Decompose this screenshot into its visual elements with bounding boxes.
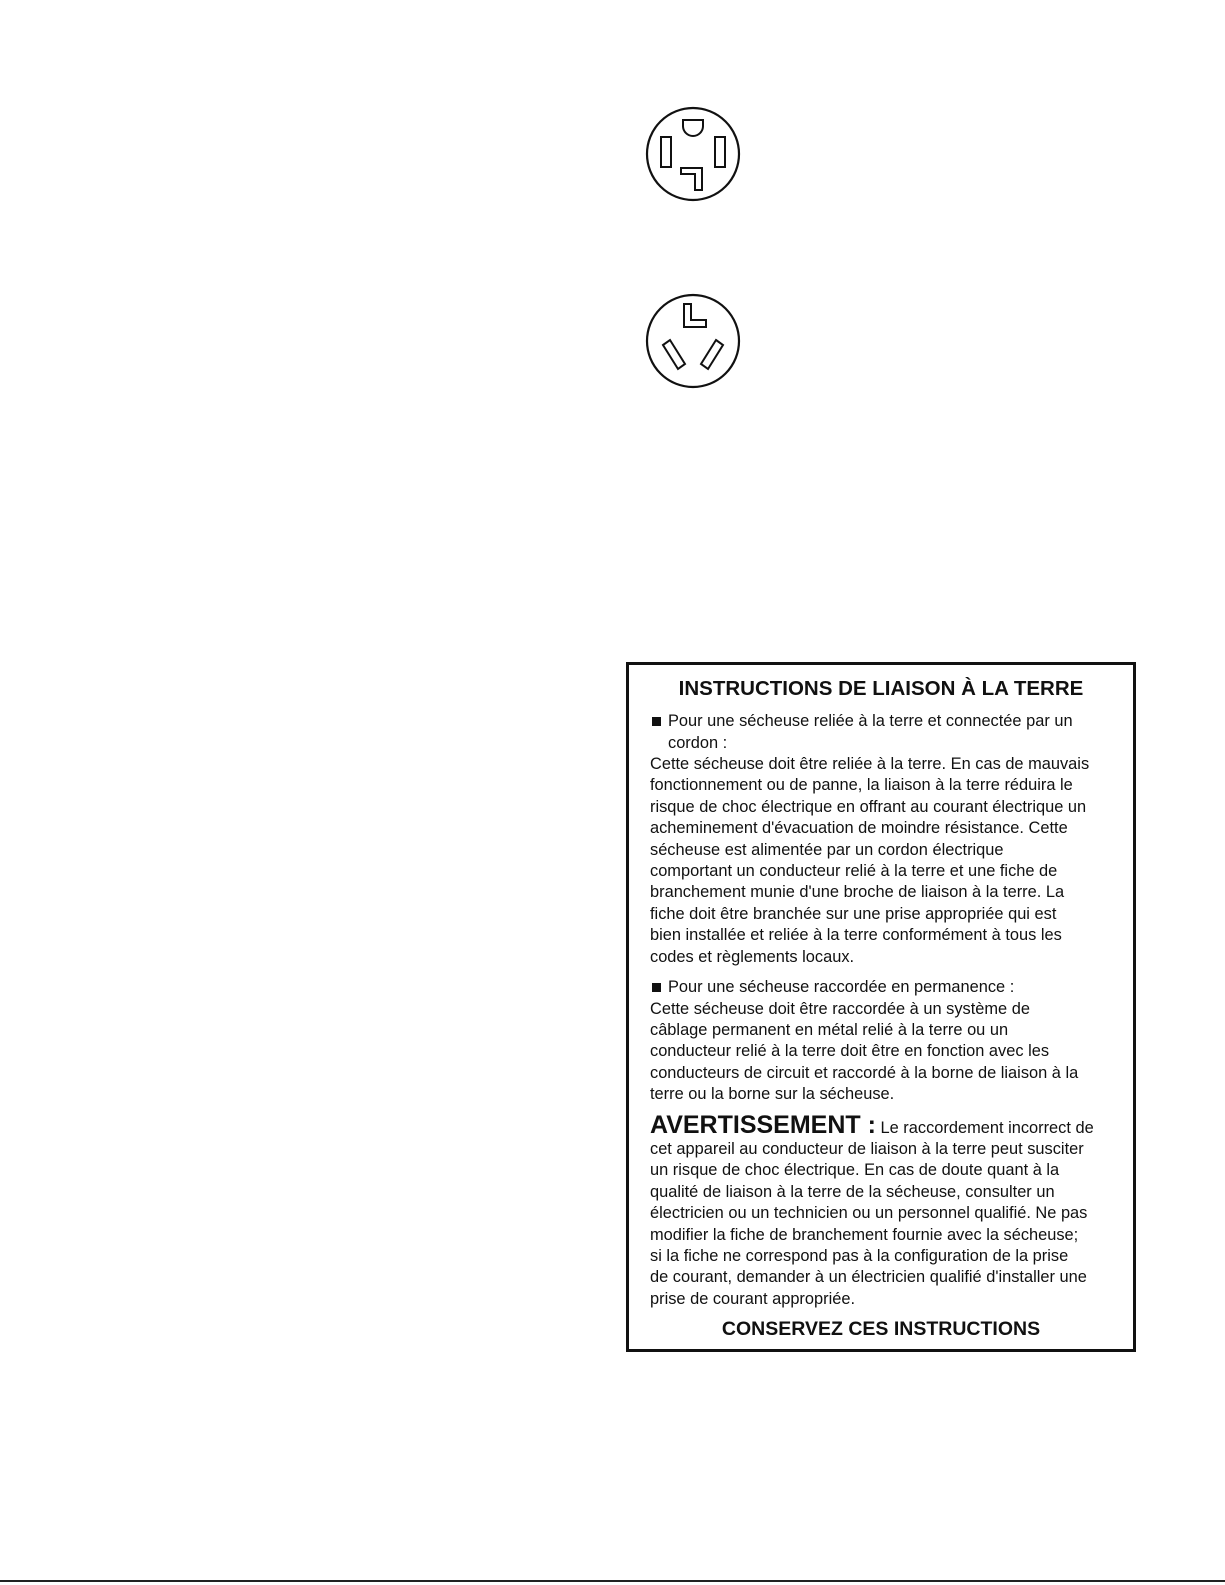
section2-heading-text: Pour une sécheuse raccordée en permanence :: [668, 978, 1015, 997]
warning-label: AVERTISSEMENT :: [650, 1110, 876, 1139]
warning-line: un risque de choc électrique. En cas de doute quant à la: [650, 1161, 1060, 1180]
page-bottom-rule: [0, 1580, 1225, 1582]
section2-heading: [650, 977, 1133, 999]
section1-line: codes et règlements locaux.: [650, 947, 855, 966]
section1-line: fiche doit être branchée sur une prise appropriée qui est: [650, 904, 1057, 923]
section1-line: branchement munie d'une broche de liaison à la terre. La: [650, 883, 1065, 902]
warning-paragraph: [650, 1112, 1133, 1311]
section1-heading-line2: cordon :: [668, 733, 728, 752]
section1-line: acheminement d'évacuation de moindre résistance. Cette: [650, 819, 1068, 838]
section1-heading: [650, 711, 1133, 754]
section1-line: comportant un conducteur relié à la terre et une fiche de: [650, 862, 1058, 881]
section1-line: risque de choc électrique en offrant au courant électrique un: [650, 797, 1087, 816]
3-wire-outlet-icon: [645, 293, 741, 389]
box-title: INSTRUCTIONS DE LIAISON À LA TERRE: [678, 677, 1084, 700]
warning-first-line: [650, 1112, 1133, 1139]
section2-line: terre ou la borne sur la sécheuse.: [650, 1085, 895, 1104]
warning-line: modifier la fiche de branchement fournie avec la sécheuse;: [650, 1225, 1079, 1244]
warning-line: prise de courant appropriée.: [650, 1289, 856, 1308]
warning-line: cet appareil au conducteur de liaison à la terre peut susciter: [650, 1140, 1084, 1158]
warning-line: électricien ou un technicien ou un personnel qualifié. Ne pas: [650, 1204, 1088, 1223]
section2-line: câblage permanent en métal relié à la terre ou un: [650, 1020, 1009, 1039]
section1-line: bien installée et reliée à la terre conformément à tous les: [650, 926, 1062, 945]
section1-heading-line1: Pour une sécheuse reliée à la terre et connectée par un: [668, 712, 1073, 730]
section1-line: Cette sécheuse doit être reliée à la terre. En cas de mauvais: [650, 755, 1090, 773]
section2-line: conducteurs de circuit et raccordé à la borne de liaison à la: [650, 1063, 1079, 1082]
section2-line: conducteur relié à la terre doit être en fonction avec les: [650, 1042, 1050, 1061]
grounding-instructions-box: [626, 662, 1136, 1352]
warning-line: si la fiche ne correspond pas à la configuration de la prise: [650, 1247, 1069, 1266]
section1-line: fonctionnement ou de panne, la liaison à la terre réduira le: [650, 776, 1073, 795]
bullet-square-icon: [652, 717, 661, 726]
section2-body: [650, 999, 1133, 1106]
box-footer: CONSERVEZ CES INSTRUCTIONS: [721, 1318, 1041, 1341]
warning-first-line-text: Le raccordement incorrect de: [880, 1118, 1094, 1137]
bullet-square-icon: [652, 983, 661, 992]
warning-line: de courant, demander à un électricien qualifié d'installer une: [650, 1268, 1087, 1287]
warning-line: qualité de liaison à la terre de la sécheuse, consulter un: [650, 1182, 1055, 1201]
section1-line: sécheuse est alimentée par un cordon électrique: [650, 840, 1004, 859]
section1-body: [650, 754, 1133, 968]
section2-line: Cette sécheuse doit être raccordée à un système de: [650, 999, 1030, 1018]
4-wire-outlet-icon: [645, 106, 741, 202]
